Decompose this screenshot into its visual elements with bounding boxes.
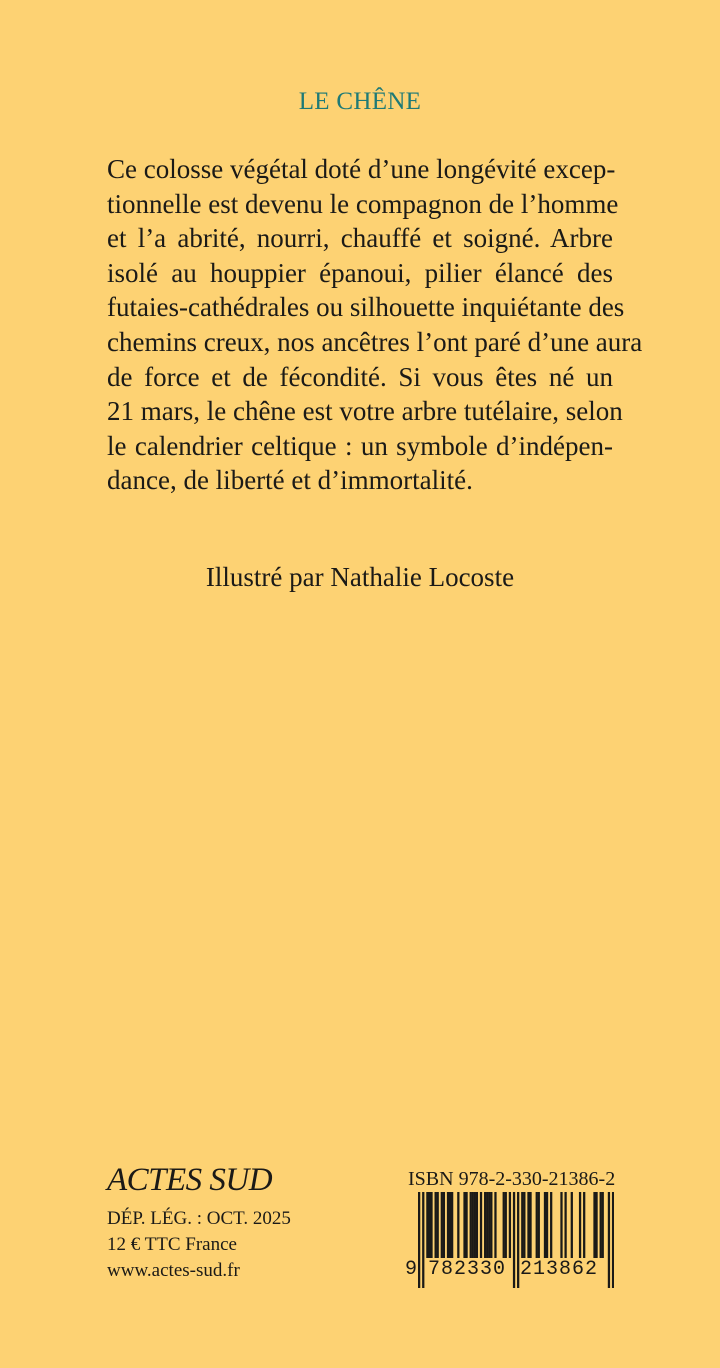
blurb-line: tionnelle est devenu le compagnon de l’homme: [107, 188, 619, 219]
barcode-bar: [527, 1192, 529, 1258]
blurb-line: chemins creux, nos ancêtres l’ont paré d’une aura: [107, 326, 643, 357]
barcode-bar: [593, 1192, 595, 1258]
barcode-bar: [447, 1192, 449, 1258]
barcode-bar: [546, 1192, 548, 1258]
barcode-bar: [426, 1192, 428, 1258]
barcode-bar: [579, 1192, 581, 1258]
barcode-bar: [564, 1192, 566, 1258]
barcode-bar: [451, 1192, 453, 1258]
barcode-bar: [449, 1192, 451, 1258]
barcode-left-digits: 782330: [428, 1258, 507, 1281]
barcode-bar: [486, 1192, 488, 1258]
barcode-bar: [523, 1192, 525, 1258]
barcode-bar: [441, 1192, 443, 1258]
barcode-bar: [437, 1192, 439, 1258]
page-title: LE CHÊNE: [298, 88, 422, 115]
barcode-bar: [472, 1192, 474, 1258]
barcode-bar: [529, 1192, 531, 1258]
barcode-bar: [612, 1192, 614, 1288]
barcode-bar: [505, 1192, 507, 1258]
barcode-bar: [571, 1192, 573, 1258]
barcode-bar: [435, 1192, 437, 1258]
barcode-bar: [544, 1192, 546, 1258]
barcode-bar: [488, 1192, 490, 1258]
blurb-line: dance, de liberté et d’immortalité.: [107, 465, 473, 496]
blurb-line: Ce colosse végétal doté d’une longévité excep-: [107, 154, 616, 184]
barcode-first-digit: 9: [405, 1258, 418, 1281]
barcode-bar: [583, 1192, 585, 1258]
barcode-right-digits: 213862: [520, 1258, 599, 1281]
blurb-line: futaies-cathédrales ou silhouette inquiétante des: [107, 292, 625, 323]
barcode-bar: [457, 1192, 459, 1258]
isbn: ISBN 978-2-330-21386-2: [408, 1168, 616, 1190]
barcode-bar: [595, 1192, 597, 1258]
website-link[interactable]: www.actes-sud.fr: [107, 1260, 240, 1281]
barcode-bar: [418, 1192, 420, 1288]
barcode-bar: [536, 1192, 538, 1258]
barcode-bar: [608, 1192, 610, 1288]
blurb-line: le calendrier celtique : un symbole d’indépen-: [107, 430, 613, 461]
barcode-bar: [517, 1192, 519, 1288]
publisher-logo: ACTES SUD: [107, 1162, 273, 1198]
barcode-bar: [538, 1192, 540, 1258]
barcode-bar: [550, 1192, 552, 1258]
barcode-bar: [422, 1192, 424, 1288]
illustrator-credit: Illustré par Nathalie Locoste: [205, 562, 515, 592]
barcode-bar: [484, 1192, 486, 1258]
barcode-bar: [503, 1192, 505, 1258]
legal-deposit: DÉP. LÉG. : OCT. 2025: [107, 1208, 291, 1229]
barcode-bar: [463, 1192, 465, 1258]
barcode-bar: [513, 1192, 515, 1288]
barcode-bar: [430, 1192, 432, 1258]
barcode-bar: [560, 1192, 562, 1258]
price: 12 € TTC France: [107, 1234, 237, 1255]
blurb-line: de force et de fécondité. Si vous êtes né un: [107, 361, 613, 392]
barcode-bar: [490, 1192, 492, 1258]
blurb-line: isolé au houppier épanoui, pilier élancé des: [107, 257, 613, 288]
barcode-bar: [600, 1192, 602, 1258]
barcode-bar: [428, 1192, 430, 1258]
barcode-bar: [470, 1192, 472, 1258]
barcode-bar: [465, 1192, 467, 1258]
barcode-bar: [509, 1192, 511, 1258]
barcode-bar: [521, 1192, 523, 1258]
barcode-bar: [602, 1192, 604, 1258]
blurb-line: 21 mars, le chêne est votre arbre tutélaire, selon: [107, 396, 623, 427]
barcode-bar: [476, 1192, 478, 1258]
barcode-bar: [474, 1192, 476, 1258]
barcode-bar: [494, 1192, 496, 1258]
barcode-bar: [443, 1192, 445, 1258]
barcode-bar: [480, 1192, 482, 1258]
blurb: [107, 152, 643, 498]
blurb-line: et l’a abrité, nourri, chauffé et soigné. Arbre: [107, 223, 613, 254]
